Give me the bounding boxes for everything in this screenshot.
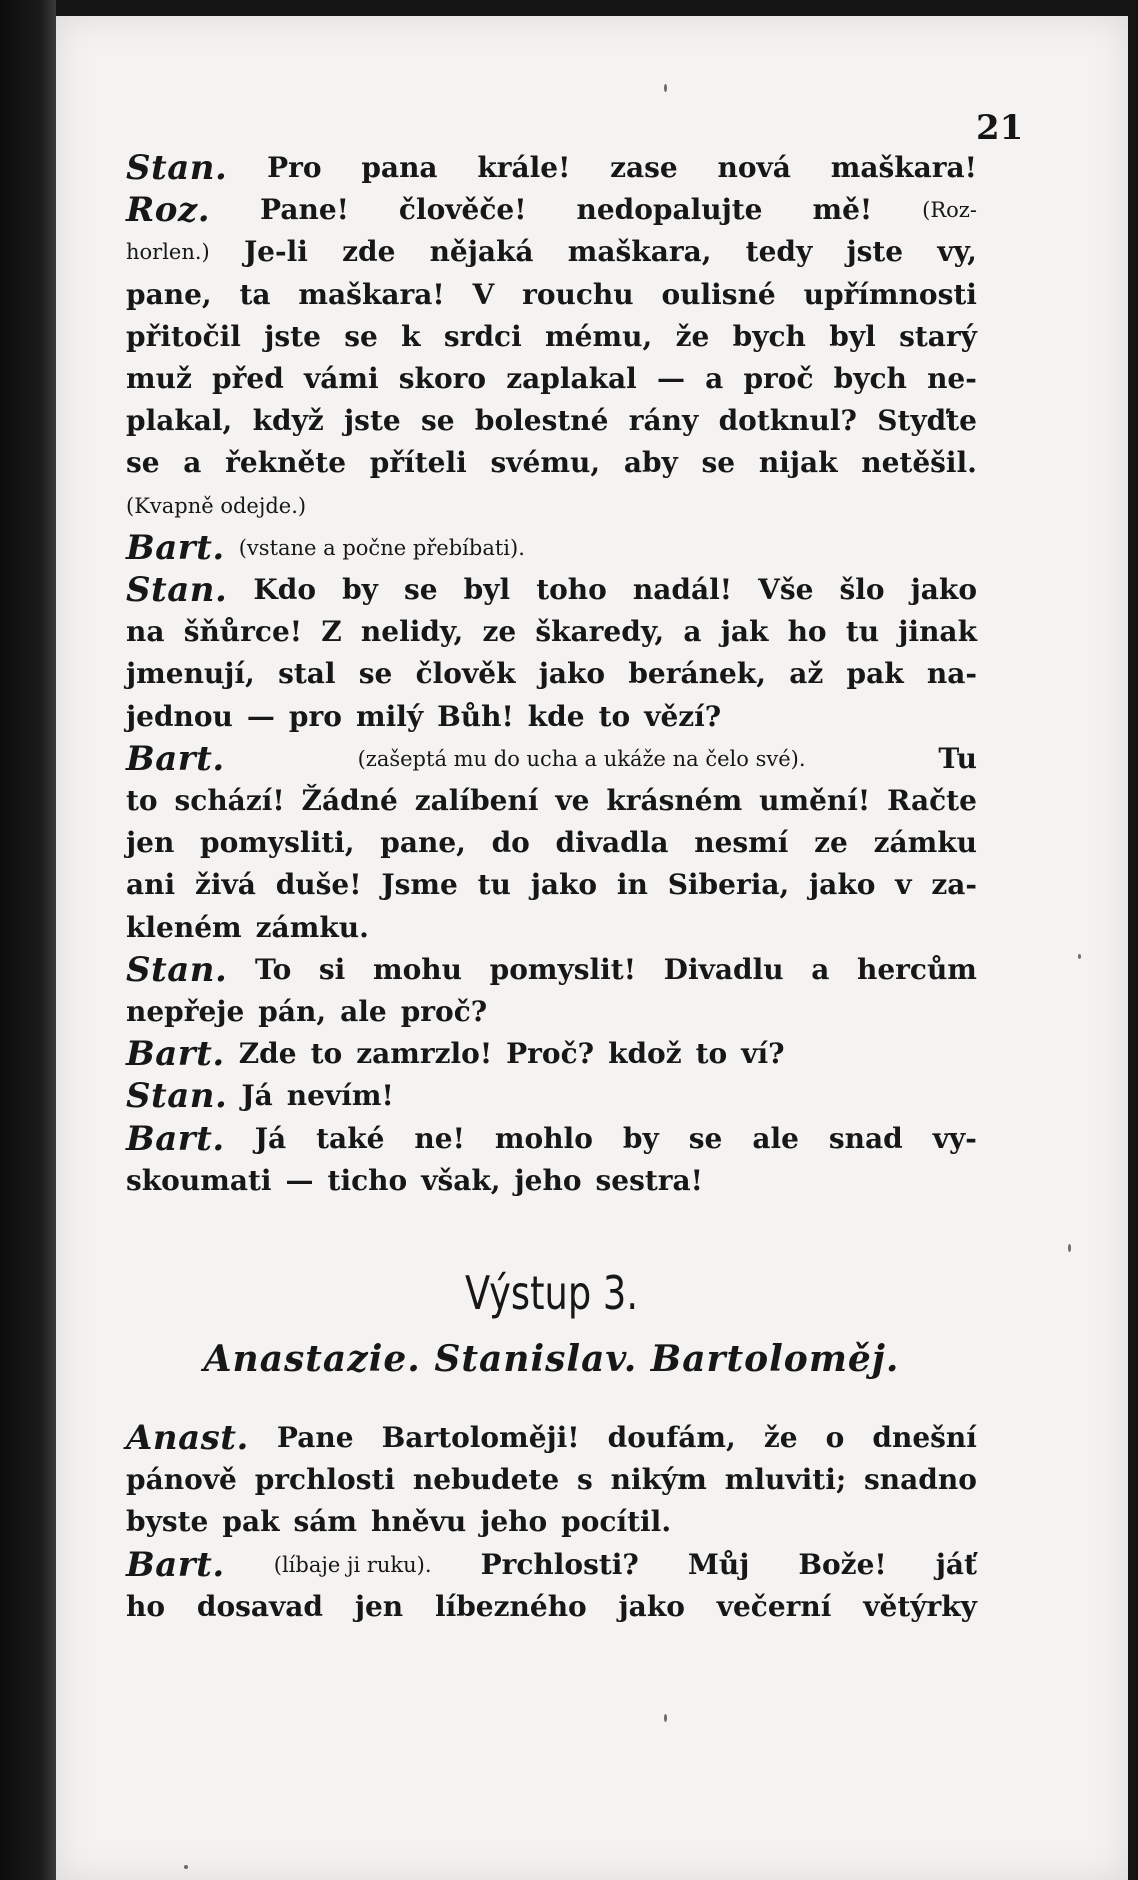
word: a bbox=[683, 615, 702, 649]
word: však, bbox=[421, 1163, 501, 1197]
word: jinak bbox=[898, 615, 977, 649]
word: větýrky bbox=[863, 1589, 977, 1623]
speaker-name: Stan. bbox=[126, 148, 228, 188]
word: nedopalujte bbox=[576, 193, 763, 227]
word: nová bbox=[717, 151, 791, 184]
word: plakal, bbox=[126, 404, 233, 438]
word: ve bbox=[555, 784, 590, 817]
speaker-name: Stan. bbox=[126, 570, 228, 610]
text-line bbox=[126, 441, 977, 485]
word: vy- bbox=[932, 1121, 977, 1155]
text-line bbox=[126, 1159, 977, 1203]
word: jen bbox=[354, 1589, 404, 1623]
word: ne- bbox=[927, 362, 977, 395]
word: pak bbox=[846, 657, 904, 691]
text-line bbox=[126, 1458, 977, 1502]
text-line bbox=[126, 526, 977, 570]
word: se bbox=[344, 319, 378, 353]
word: mohu bbox=[372, 952, 462, 986]
word: nijak bbox=[758, 446, 838, 480]
word: ta bbox=[239, 277, 271, 311]
word: by bbox=[342, 573, 378, 606]
word: rány bbox=[628, 404, 699, 438]
speaker-name: Roz. bbox=[126, 190, 211, 231]
word: snadno bbox=[864, 1463, 977, 1497]
page-number: 21 bbox=[976, 108, 1024, 148]
text-line bbox=[126, 737, 977, 781]
speaker-name: Bart. bbox=[126, 527, 225, 568]
word: jako bbox=[538, 657, 606, 691]
word: divadla bbox=[555, 826, 669, 860]
word: nevím! bbox=[286, 1079, 394, 1113]
word: sám bbox=[293, 1505, 358, 1539]
word: kdož bbox=[608, 1037, 682, 1071]
text-line bbox=[126, 1500, 977, 1544]
word: to bbox=[598, 699, 631, 733]
word: jste bbox=[264, 319, 321, 353]
word: jeho bbox=[480, 1505, 548, 1539]
word: Pane bbox=[276, 1421, 354, 1454]
word: jako bbox=[910, 573, 977, 606]
paper-speck bbox=[664, 84, 667, 92]
word: in bbox=[616, 868, 648, 902]
text-line bbox=[126, 821, 977, 865]
text-line bbox=[126, 230, 977, 274]
word: ne! bbox=[414, 1121, 465, 1155]
text-line bbox=[126, 1416, 977, 1460]
word: se bbox=[701, 446, 736, 480]
word: — bbox=[246, 699, 275, 733]
word: jeho bbox=[514, 1163, 582, 1197]
word: Jsme bbox=[381, 868, 458, 902]
word: pomysliti, bbox=[200, 826, 355, 860]
dialogue-after-scene bbox=[126, 1416, 977, 1636]
word: schází! bbox=[174, 784, 285, 817]
paper-speck bbox=[1068, 1244, 1071, 1252]
word: s bbox=[577, 1463, 593, 1497]
word: tu bbox=[477, 868, 511, 902]
word: ho bbox=[787, 615, 827, 649]
word: jste bbox=[344, 404, 401, 438]
text-line bbox=[126, 188, 977, 232]
word: pomyslit! bbox=[489, 952, 637, 986]
word: o bbox=[825, 1421, 845, 1454]
word: jen bbox=[126, 826, 175, 860]
word: to bbox=[695, 1037, 728, 1071]
text-line bbox=[126, 990, 977, 1034]
text-line bbox=[126, 357, 977, 401]
word: pana bbox=[361, 151, 438, 184]
word: jako bbox=[618, 1589, 685, 1623]
word: Z bbox=[321, 615, 342, 649]
paper-speck bbox=[664, 1714, 667, 1722]
word: hněvu bbox=[371, 1505, 467, 1539]
word: dosavad bbox=[196, 1589, 324, 1623]
speaker-name: Bart. bbox=[126, 738, 225, 779]
word: netěšil. bbox=[861, 446, 977, 480]
word: když bbox=[252, 404, 324, 438]
word: se bbox=[688, 1121, 723, 1155]
word: srdci bbox=[443, 319, 522, 353]
word: skoro bbox=[398, 362, 487, 395]
word: stal bbox=[278, 657, 336, 691]
word: beránek, bbox=[628, 657, 766, 691]
word: nebudete bbox=[412, 1463, 560, 1497]
text-line bbox=[126, 695, 977, 739]
word: starý bbox=[899, 319, 977, 353]
word: byl bbox=[829, 319, 876, 353]
word: tu bbox=[845, 615, 880, 649]
word: Prchlosti? bbox=[480, 1547, 639, 1581]
word: na bbox=[126, 615, 165, 649]
word: nelidy, bbox=[360, 615, 464, 649]
word: Pro bbox=[267, 151, 322, 184]
word: k bbox=[401, 319, 421, 353]
word: Můj bbox=[687, 1547, 750, 1581]
speaker-name: Bart. bbox=[126, 1544, 225, 1585]
word: maškara! bbox=[830, 151, 977, 184]
word: za- bbox=[931, 868, 977, 902]
word: Tu bbox=[938, 741, 977, 775]
word: škaredy, bbox=[535, 615, 665, 649]
word: nadál! bbox=[632, 573, 733, 606]
word: před bbox=[212, 362, 284, 395]
word: Račte bbox=[887, 784, 977, 817]
word: To bbox=[254, 952, 292, 986]
word: byste bbox=[126, 1505, 209, 1539]
word: jste bbox=[846, 235, 904, 269]
word: aby bbox=[623, 446, 678, 480]
text-line bbox=[126, 315, 977, 359]
text-line bbox=[126, 779, 977, 823]
word: zámku bbox=[873, 826, 977, 860]
word: řekněte bbox=[225, 446, 347, 480]
word: dotknul? bbox=[718, 404, 857, 438]
word: V bbox=[472, 277, 495, 311]
word: zámku. bbox=[255, 910, 369, 944]
word: ze bbox=[814, 826, 848, 860]
word: se bbox=[421, 404, 455, 438]
word: kde bbox=[527, 699, 585, 733]
text-line bbox=[126, 863, 977, 907]
word: nějaká bbox=[429, 235, 534, 269]
word: zase bbox=[610, 151, 678, 184]
word: zalíbení bbox=[414, 784, 539, 817]
word: člověk bbox=[415, 657, 516, 691]
word: pocítil. bbox=[561, 1505, 672, 1539]
word: milý bbox=[355, 699, 424, 733]
word: mě! bbox=[812, 193, 873, 227]
word: Pane! bbox=[260, 193, 349, 227]
word: mluviti; bbox=[724, 1463, 847, 1497]
word: bych bbox=[833, 362, 907, 395]
word: bolestné bbox=[474, 404, 609, 438]
word: jako bbox=[530, 868, 598, 902]
word: byl bbox=[463, 573, 511, 606]
word: ví? bbox=[741, 1037, 785, 1071]
word: doufám, bbox=[607, 1421, 736, 1454]
word: vy, bbox=[937, 235, 977, 269]
word: se bbox=[358, 657, 393, 691]
word: Žádné bbox=[301, 784, 398, 817]
word: a bbox=[811, 952, 830, 986]
word: Já bbox=[241, 1079, 273, 1113]
word: Styďte bbox=[877, 404, 977, 438]
word: příteli bbox=[369, 446, 467, 480]
word: ho bbox=[126, 1589, 166, 1623]
word: mému, bbox=[545, 319, 653, 353]
word: muž bbox=[126, 362, 192, 395]
word: ze bbox=[482, 615, 517, 649]
word: rouchu bbox=[522, 277, 634, 311]
word: pro bbox=[288, 699, 342, 733]
word: že bbox=[763, 1421, 798, 1454]
word: ale bbox=[340, 995, 387, 1028]
word: také bbox=[316, 1121, 385, 1155]
word: Bůh! bbox=[437, 699, 514, 733]
word: dnešní bbox=[872, 1421, 977, 1454]
word: ale bbox=[752, 1121, 799, 1155]
stage-direction: (Roz- bbox=[922, 198, 977, 223]
word: zaplakal bbox=[506, 362, 637, 395]
word: pane, bbox=[380, 826, 466, 860]
text-line bbox=[126, 1117, 977, 1161]
word: maškara! bbox=[298, 277, 445, 311]
word: prchlosti bbox=[254, 1463, 396, 1497]
word: šňůrce! bbox=[183, 615, 303, 649]
text-line bbox=[126, 273, 977, 317]
text-line bbox=[126, 399, 977, 443]
word: v bbox=[895, 868, 912, 902]
word: tedy bbox=[745, 235, 813, 269]
speaker-name: Stan. bbox=[126, 949, 228, 990]
word: pánově bbox=[126, 1463, 237, 1497]
word: duše! bbox=[275, 868, 362, 902]
word: Bartoloměji! bbox=[381, 1421, 580, 1454]
word: jednou bbox=[126, 699, 233, 733]
stage-direction: (líbaje ji ruku). bbox=[273, 1552, 432, 1577]
word: se bbox=[404, 573, 438, 606]
text-line bbox=[126, 484, 977, 528]
speaker-name: Stan. bbox=[126, 1076, 228, 1117]
word: proč bbox=[743, 362, 814, 395]
word: jak bbox=[720, 615, 769, 649]
word: přitočil bbox=[126, 319, 241, 353]
speaker-name: Bart. bbox=[126, 1034, 225, 1075]
word: zde bbox=[342, 235, 396, 269]
word: a bbox=[705, 362, 724, 395]
text-line bbox=[126, 652, 977, 696]
word: ani bbox=[126, 868, 176, 902]
word: jako bbox=[809, 868, 876, 902]
word: člověče! bbox=[398, 193, 527, 227]
word: líbezného bbox=[434, 1589, 587, 1623]
text-line bbox=[126, 1585, 977, 1629]
word: maškara, bbox=[567, 235, 712, 269]
word: Vše bbox=[758, 573, 814, 606]
text-line bbox=[126, 948, 977, 992]
word: — bbox=[285, 1163, 314, 1197]
word: — bbox=[656, 362, 685, 395]
word: do bbox=[491, 826, 530, 860]
word: Divadlu bbox=[663, 952, 784, 986]
word: nikým bbox=[610, 1463, 707, 1497]
word: bych bbox=[732, 319, 806, 353]
word: zamrzlo! bbox=[356, 1037, 493, 1071]
word: sestra! bbox=[595, 1163, 703, 1197]
word: to bbox=[310, 1037, 343, 1071]
word: skoumati bbox=[126, 1163, 272, 1197]
word: toho bbox=[536, 573, 607, 606]
scene-cast: Anastazie. Stanislav. Bartoloměj. bbox=[203, 1338, 900, 1380]
word: že bbox=[675, 319, 710, 353]
word: hercům bbox=[856, 952, 977, 986]
word: na- bbox=[926, 657, 977, 691]
word: živá bbox=[194, 868, 256, 902]
speaker-name: Bart. bbox=[126, 1118, 225, 1159]
word: pane, bbox=[126, 277, 212, 311]
word: až bbox=[789, 657, 824, 691]
word: snad bbox=[828, 1121, 903, 1155]
word: to bbox=[126, 784, 158, 817]
word: Já bbox=[254, 1121, 287, 1155]
stage-direction: (vstane a počne přebíbati). bbox=[238, 535, 525, 560]
book-binding bbox=[0, 0, 56, 1880]
word: vámi bbox=[303, 362, 379, 395]
word: šlo bbox=[839, 573, 885, 606]
text-line bbox=[126, 568, 977, 612]
word: pak bbox=[222, 1505, 280, 1539]
scene-heading: Výstup 3. bbox=[464, 1266, 639, 1320]
word: Bože! bbox=[798, 1547, 887, 1581]
word: večerní bbox=[716, 1589, 832, 1623]
word: se bbox=[126, 446, 160, 480]
word: krásném bbox=[606, 784, 743, 817]
word: nepřeje bbox=[126, 995, 245, 1028]
word: oulisné bbox=[661, 277, 776, 311]
word: jáť bbox=[935, 1547, 977, 1581]
text-line bbox=[126, 1074, 977, 1118]
word: upřímnosti bbox=[803, 277, 977, 311]
word: kleném bbox=[126, 910, 242, 944]
stage-direction: (zašeptá mu do ucha a ukáže na čelo své). bbox=[357, 746, 806, 771]
word: mohlo bbox=[494, 1121, 593, 1155]
text-line bbox=[126, 906, 977, 950]
word: Siberia, bbox=[667, 868, 790, 902]
word: umění! bbox=[759, 784, 871, 817]
text-line bbox=[126, 1032, 977, 1076]
text-line bbox=[126, 146, 977, 190]
word: jmenují, bbox=[126, 657, 255, 691]
word: nesmí bbox=[694, 826, 789, 860]
paper-speck bbox=[1078, 954, 1081, 959]
text-line bbox=[126, 610, 977, 654]
word: Proč? bbox=[506, 1037, 595, 1071]
word: svému, bbox=[490, 446, 601, 480]
word: si bbox=[318, 952, 346, 986]
dialogue-before-scene bbox=[126, 146, 977, 1206]
word: Kdo bbox=[253, 573, 317, 606]
stage-direction: horlen.) bbox=[126, 240, 210, 265]
word: a bbox=[183, 446, 202, 480]
word: Je-li bbox=[243, 235, 308, 269]
word: by bbox=[622, 1121, 659, 1155]
word: Zde bbox=[238, 1037, 297, 1071]
word: krále! bbox=[477, 151, 571, 184]
word: ticho bbox=[327, 1163, 408, 1197]
word: pán, bbox=[258, 995, 327, 1028]
paper-speck bbox=[184, 1865, 188, 1869]
word: proč? bbox=[400, 995, 488, 1028]
text-line bbox=[126, 1543, 977, 1587]
word: vězí? bbox=[644, 699, 722, 733]
speaker-name: Anast. bbox=[126, 1418, 249, 1458]
stage-direction: (Kvapně odejde.) bbox=[126, 493, 307, 518]
